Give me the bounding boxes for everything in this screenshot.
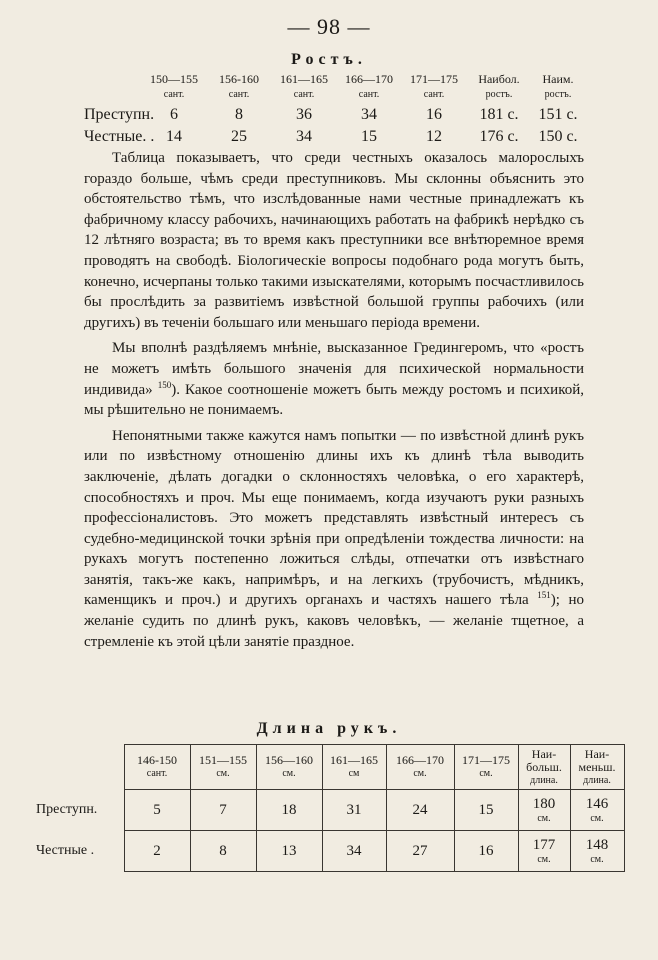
height-col-header: Наим. ростъ. [542,72,574,100]
body-text [84,148,584,657]
paragraph: Непонятными также кажутся намъ попытки — по извѣстной длинѣ рукъ или по извѣстному отношенію длины ихъ къ длинѣ тѣла выводить заключеніе, дѣлать догадки о склонностяхъ человѣка, о его характерѣ, способностяхъ и проч. Мы еще понимаемъ, когда изучаютъ руки разныхъ профессіоналистовъ. Это можетъ представлять извѣстный интересъ съ судебно-медицинской точки зрѣнія при опредѣленіи тождества личности: на рукахъ могутъ постепенно ложиться слѣды, отпечатки отъ извѣстнаго занятія, такъ-же какъ, напримѣръ, и на легкихъ (трубочистъ, мѣдникъ, каменщикъ и проч.) и другихъ органахъ и частяхъ нашего тѣла $^{151}$); но желаніе судить по длинѣ рукъ, каковъ человѣкъ, — желаніе тщетное, а стремленіе къ этой цѣли занятіе праздное. [84,427,584,650]
height-cell: 34 [296,128,312,145]
arm-col-header: Наи- больш. длина. [518,745,570,790]
height-cell: 6 [170,106,178,123]
height-col-header: 156-160 сант. [219,72,259,100]
height-cell: 15 [361,128,377,145]
arm-col-header: Наи- меньш. длина. [570,745,624,790]
arm-col-header: 156—160 см. [256,745,322,790]
height-row-honest [84,128,584,150]
arm-col-header: 161—165 см [322,745,386,790]
row-label: Честные. . [84,128,155,145]
row-label: Честные . [36,843,95,858]
height-cell: 14 [166,128,182,145]
arm-cell: 8 [190,831,256,872]
arm-cell: 5 [124,790,190,831]
height-cell: 34 [361,106,377,123]
height-cell: 36 [296,106,312,123]
height-col-header: 150—155 сант. [150,72,198,100]
height-cell: 25 [231,128,247,145]
arm-cell: 34 [322,831,386,872]
arm-cell-min: 146 см. [570,790,624,831]
arm-cell-max: 180 см. [518,790,570,831]
arm-table-header [32,745,624,790]
height-col-header: 166—170 сант. [345,72,393,100]
arm-row-criminals [32,790,624,831]
arm-cell-min: 148 см. [570,831,624,872]
height-cell: 150 с. [538,128,578,145]
height-row-criminals [84,106,584,128]
height-col-header: Наибол. ростъ. [478,72,520,100]
arm-cell: 24 [386,790,454,831]
arm-col-header: 166—170 см. [386,745,454,790]
arm-length-table [32,744,625,872]
height-cell: 176 с. [479,128,519,145]
height-table-title: Ростъ. [291,51,367,68]
row-label: Преступн. [84,106,155,123]
arm-cell: 13 [256,831,322,872]
footnote-ref: 151 [537,590,551,601]
height-table [84,70,584,150]
arm-cell: 15 [454,790,518,831]
arm-col-header: 171—175 см. [454,745,518,790]
row-label: Преступн. [36,802,98,817]
arm-cell: 27 [386,831,454,872]
arm-col-header: 146-150 сант. [124,745,190,790]
height-table-header [84,70,584,106]
arm-cell: 18 [256,790,322,831]
height-cell: 12 [426,128,442,145]
page-number: — 98 — [287,14,371,39]
arm-row-honest [32,831,624,872]
arm-cell: 7 [190,790,256,831]
arm-cell-max: 177 см. [518,831,570,872]
height-col-header: 171—175 сант. [410,72,458,100]
height-cell: 181 с. [479,106,519,123]
arm-table-title: Длина рукъ. [256,720,402,737]
height-cell: 8 [235,106,243,123]
arm-cell: 16 [454,831,518,872]
corner-cell [32,745,124,790]
footnote-ref: 150 [157,379,172,390]
height-cell: 151 с. [538,106,578,123]
paragraph: Мы вполнѣ раздѣляемъ мнѣніе, высказанное Гредингеромъ, что «ростъ не можетъ имѣть большого значенія для психической нормальности индивида» $^{150}$). Какое соотношеніе можетъ быть между ростомъ и психикой, мы рѣшительно не понимаемъ. [84,340,585,419]
height-cell: 16 [426,106,442,123]
height-col-header: 161—165 сант. [280,72,328,100]
arm-cell: 2 [124,831,190,872]
arm-col-header: 151—155 см. [190,745,256,790]
arm-cell: 31 [322,790,386,831]
paragraph: Таблица показываетъ, что среди честныхъ оказалось малорослыхъ гораздо больше, чѣмъ среди преступниковъ. Мы склонны объяснить это обстоятельство тѣмъ, что изслѣдованные нами честные принадлежатъ къ фабричному классу рабочихъ, начинающихъ работать на фабрикѣ нерѣдко съ 12 лѣтняго возраста; въ то время какъ преступники все внѣтюремное время проводятъ на свободѣ. Біологическіе вопросы подобнаго рода могутъ быть, конечно, исчерпаны только такими изыскателями, которымъ посчастливилось бы прослѣдить за развитіемъ извѣстной большой группы рабочихъ (или другихъ) въ теченіи большаго или меньшаго періода времени. [84,150,584,331]
